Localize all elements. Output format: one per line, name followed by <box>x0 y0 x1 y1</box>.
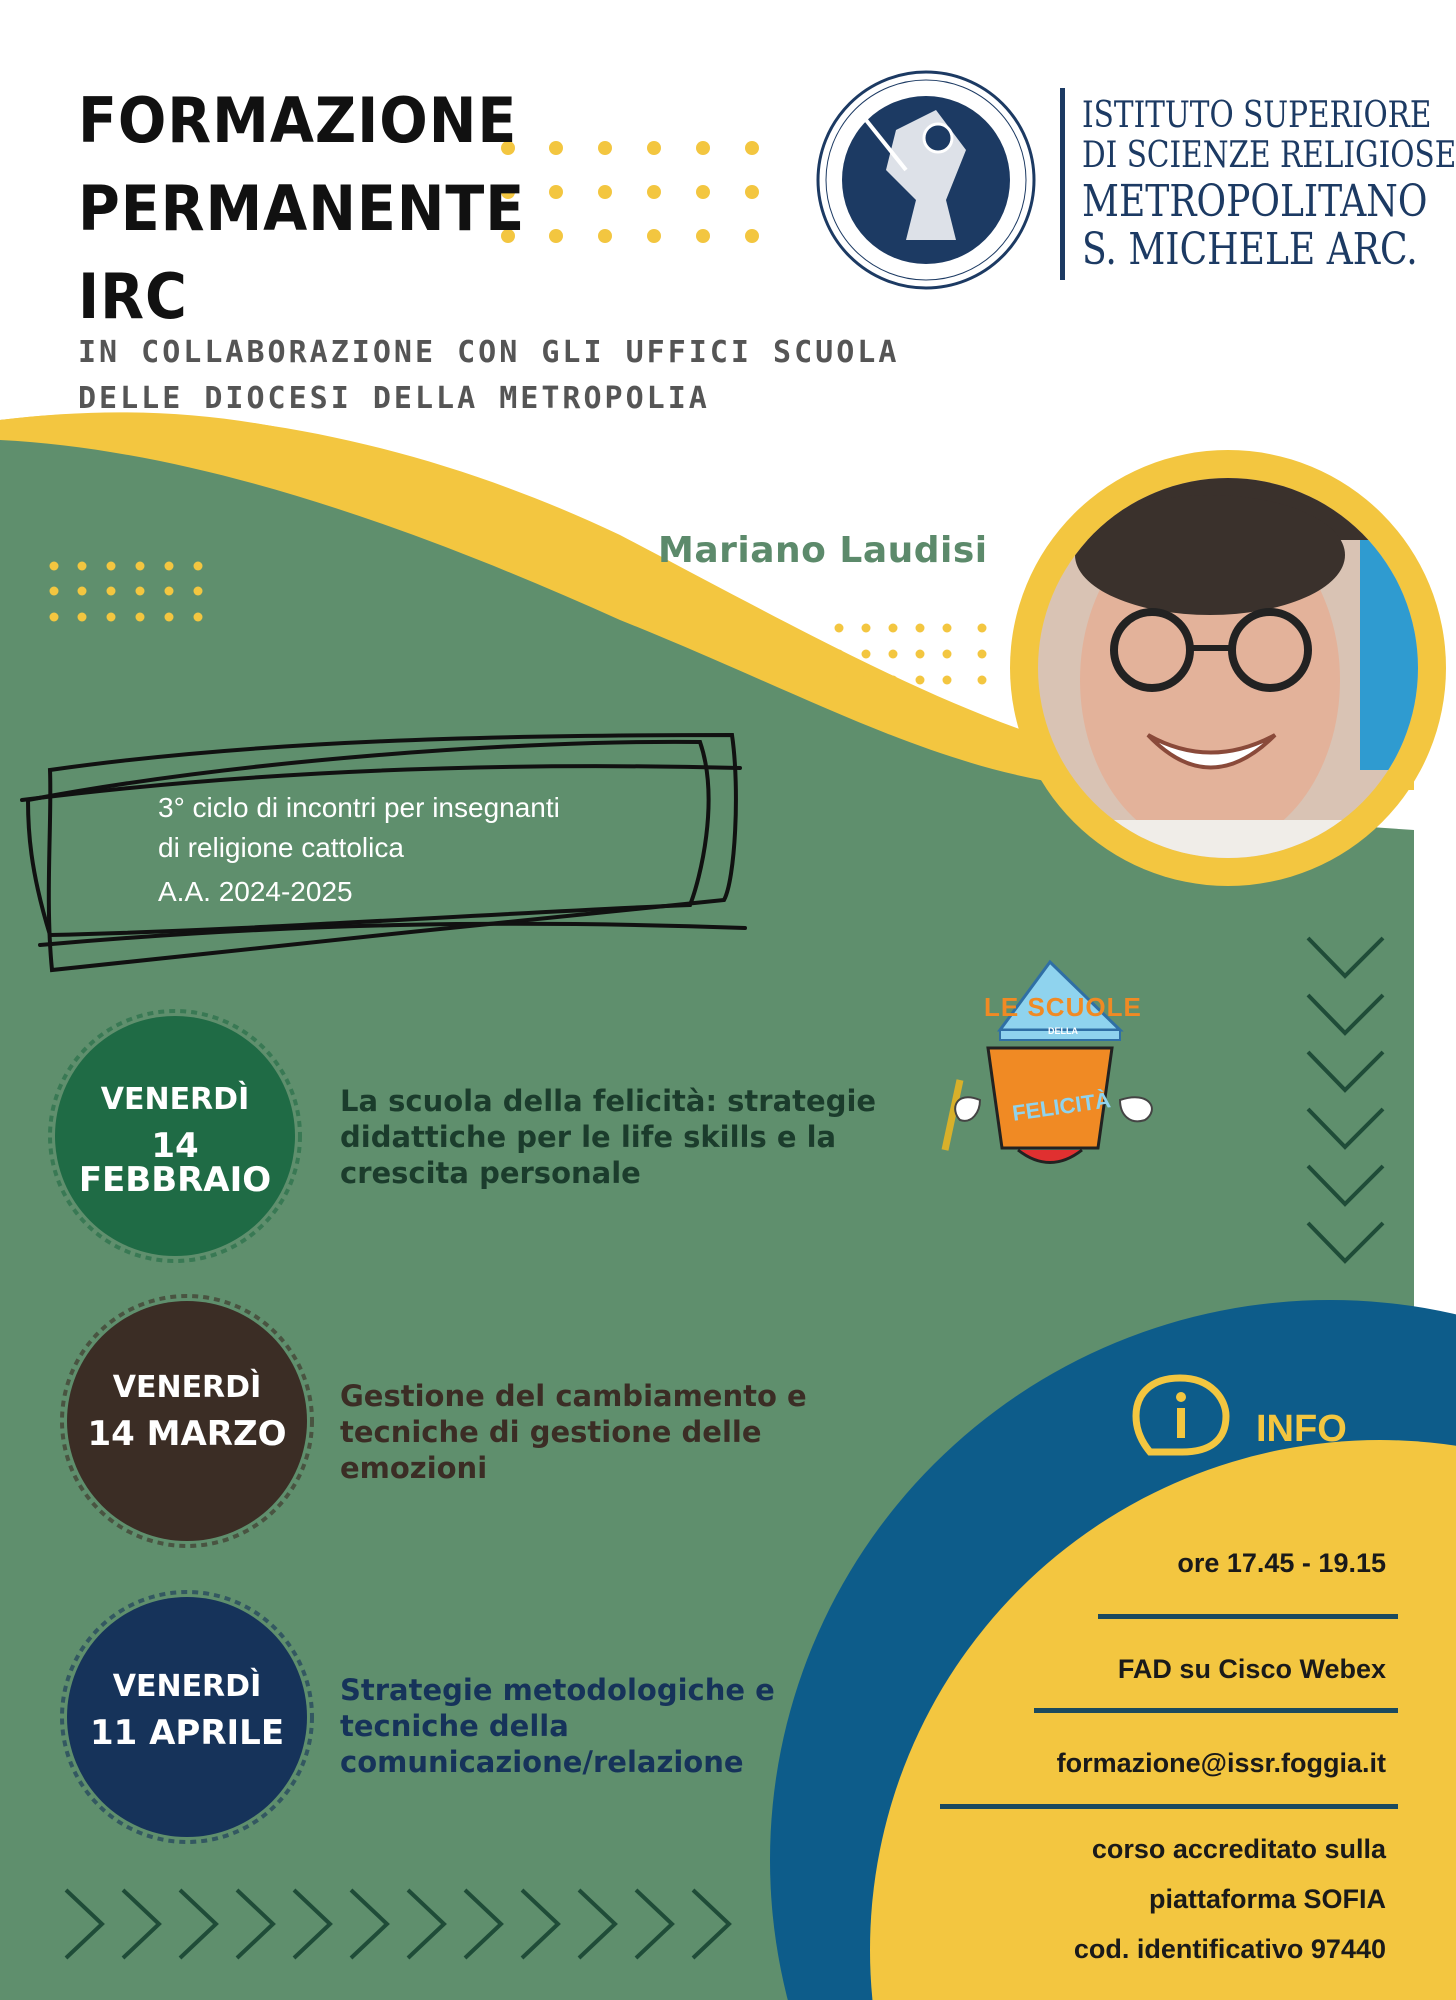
dots-header <box>501 141 759 243</box>
event-1-date: 14 FEBBRAIO <box>78 1126 272 1200</box>
institute-name-line-3: METROPOLITANO <box>1082 176 1428 227</box>
felicita-logo-word: FELICITÀ <box>1010 1087 1113 1126</box>
info-label: INFO <box>1256 1408 1347 1450</box>
cycle-line-2: di religione cattolica <box>158 832 404 863</box>
felicita-logo-subtitle: DELLA <box>1048 1026 1078 1036</box>
event-2-title: Gestione del cambiamento e tecniche di gestione delle emozioni <box>340 1379 807 1485</box>
cycle-line-3: A.A. 2024-2025 <box>158 876 353 907</box>
event-2-day: VENERDÌ <box>112 1370 262 1405</box>
info-email[interactable]: formazione@issr.foggia.it <box>1056 1748 1386 1778</box>
info-time: ore 17.45 - 19.15 <box>1177 1548 1386 1578</box>
event-3-day: VENERDÌ <box>112 1669 262 1704</box>
event-1-title: La scuola della felicità: strategie didattiche per le life skills e la crescita personale <box>340 1084 877 1190</box>
event-1-date-block <box>50 1082 300 1200</box>
info-accreditation-line-2: piattaforma SOFIA <box>1148 1884 1386 1914</box>
title-line-2: PERMANENTE <box>78 172 526 245</box>
event-3-date: 11 APRILE <box>89 1713 285 1753</box>
institute-name-line-4: S. MICHELE ARC. <box>1082 224 1418 275</box>
info-rule-3 <box>940 1804 1398 1809</box>
institute-name-line-2: DI SCIENZE RELIGIOSE <box>1082 135 1456 176</box>
event-3-title: Strategie metodologiche e tecniche della comunicazione/relazione <box>340 1673 775 1779</box>
title-line-1: FORMAZIONE <box>78 84 518 157</box>
info-accreditation-line-3: cod. identificativo 97440 <box>1073 1934 1386 1964</box>
subtitle-line-2: DELLE DIOCESI DELLA METROPOLIA <box>78 381 710 416</box>
institute-seal <box>818 72 1034 288</box>
subtitle-line-1: IN COLLABORAZIONE CON GLI UFFICI SCUOLA <box>78 335 900 370</box>
info-rule-2 <box>1034 1708 1398 1713</box>
event-2-date-block <box>62 1370 312 1454</box>
info-platform: FAD su Cisco Webex <box>1117 1654 1386 1684</box>
cycle-line-1: 3° ciclo di incontri per insegnanti <box>158 792 560 823</box>
event-2-date: 14 MARZO <box>87 1414 287 1454</box>
felicita-logo-title: LE SCUOLE <box>984 992 1142 1022</box>
info-rule-1 <box>1098 1614 1398 1619</box>
info-accreditation-line-1: corso accreditato sulla <box>1091 1834 1386 1864</box>
institute-name-line-1: ISTITUTO SUPERIORE <box>1082 95 1432 136</box>
event-1-day: VENERDÌ <box>100 1082 250 1117</box>
title-line-3: IRC <box>78 260 188 333</box>
speaker-name: Mariano Laudisi <box>658 530 988 571</box>
institute-divider <box>1060 88 1065 280</box>
event-3-date-block <box>62 1669 312 1753</box>
